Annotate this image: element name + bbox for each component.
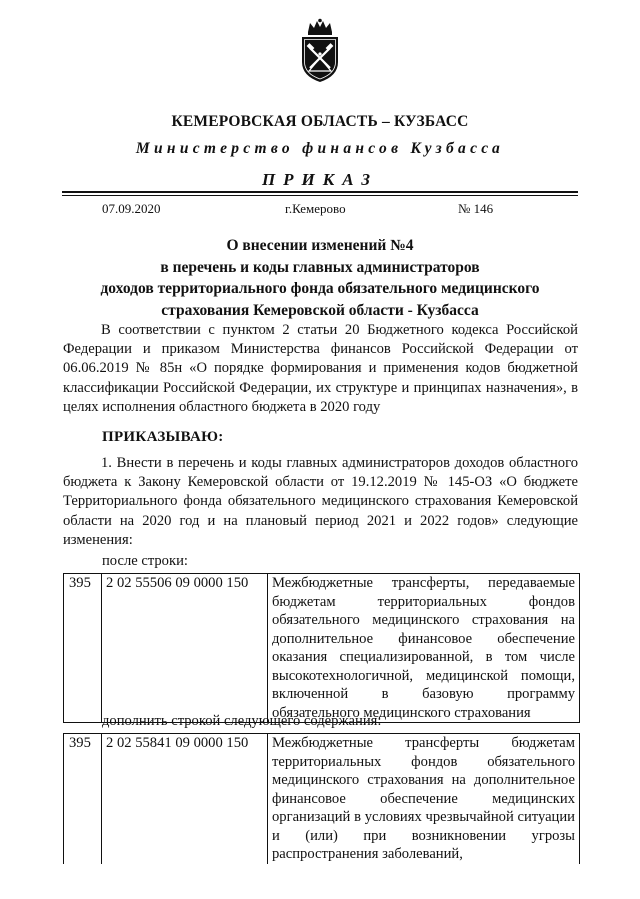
income-code-cell: 2 02 55506 09 0000 150 [102,574,268,723]
new-row-table [63,733,580,864]
order-city: г.Кемерово [285,201,346,216]
clause-1-paragraph: 1. Внести в перечень и коды главных администраторов доходов областного бюджета к Закону Кемеровской области от 19.12.2019 № 145-ОЗ «О бюджете Территориального фонда обязательного медицинского страхования Кемеровской области на 2020 год и на плановый период 2021 и 2022 годов» следующие изменения: [63,455,578,548]
order-verb: ПРИКАЗЫВАЮ: [102,429,224,445]
income-code-cell: 2 02 55841 09 0000 150 [102,734,268,864]
preamble-paragraph: В соответствии с пунктом 2 статьи 20 Бюджетного кодекса Российской Федерации и приказом Министерства финансов Российской Федерации от 06.06.2019 № 85н «О порядке формирования и применения кодов бюджетной классификации Российской Федерации, их структуре и принципах назначения», в целях исполнения областного бюджета в 2020 году [63,322,578,415]
order-number: № 146 [458,201,494,216]
add-row-label: дополнить строкой следующего содержания: [102,713,382,729]
document-type: ПРИКАЗ [261,170,379,189]
table-row [64,734,580,864]
heading-line: О внесении изменений №4 [226,237,414,254]
region-title: КЕМЕРОВСКАЯ ОБЛАСТЬ – КУЗБАСС [171,113,469,130]
admin-code-cell: 395 [64,734,102,864]
heading-line: в перечень и коды главных администраторов [160,258,480,276]
description-cell: Межбюджетные трансферты, передаваемые бюджетам территориальных фондов обязательного медицинского страхования на дополнительное финансовое обеспечение оказания специализированной, в том числе высокотехнологичной, медицинской помощи, включенной в базовую программу обязательного медицинского страхования [268,574,580,723]
heading-line: доходов территориального фонда обязательного медицинского [100,280,540,297]
after-row-label: после строки: [102,553,188,569]
heading-line: страхования Кемеровской области - Кузбасса [161,301,479,319]
order-date: 07.09.2020 [102,201,161,216]
ministry-name: Министерство финансов Кузбасса [135,140,505,157]
description-cell: Межбюджетные трансферты бюджетам территориальных фондов обязательного медицинского страхования на дополнительное финансовое обеспечение медицинских организаций в условиях чрезвычайной ситуации и (или) при возникновении угрозы распространения заболеваний, [268,734,580,864]
admin-code-cell: 395 [64,574,102,723]
